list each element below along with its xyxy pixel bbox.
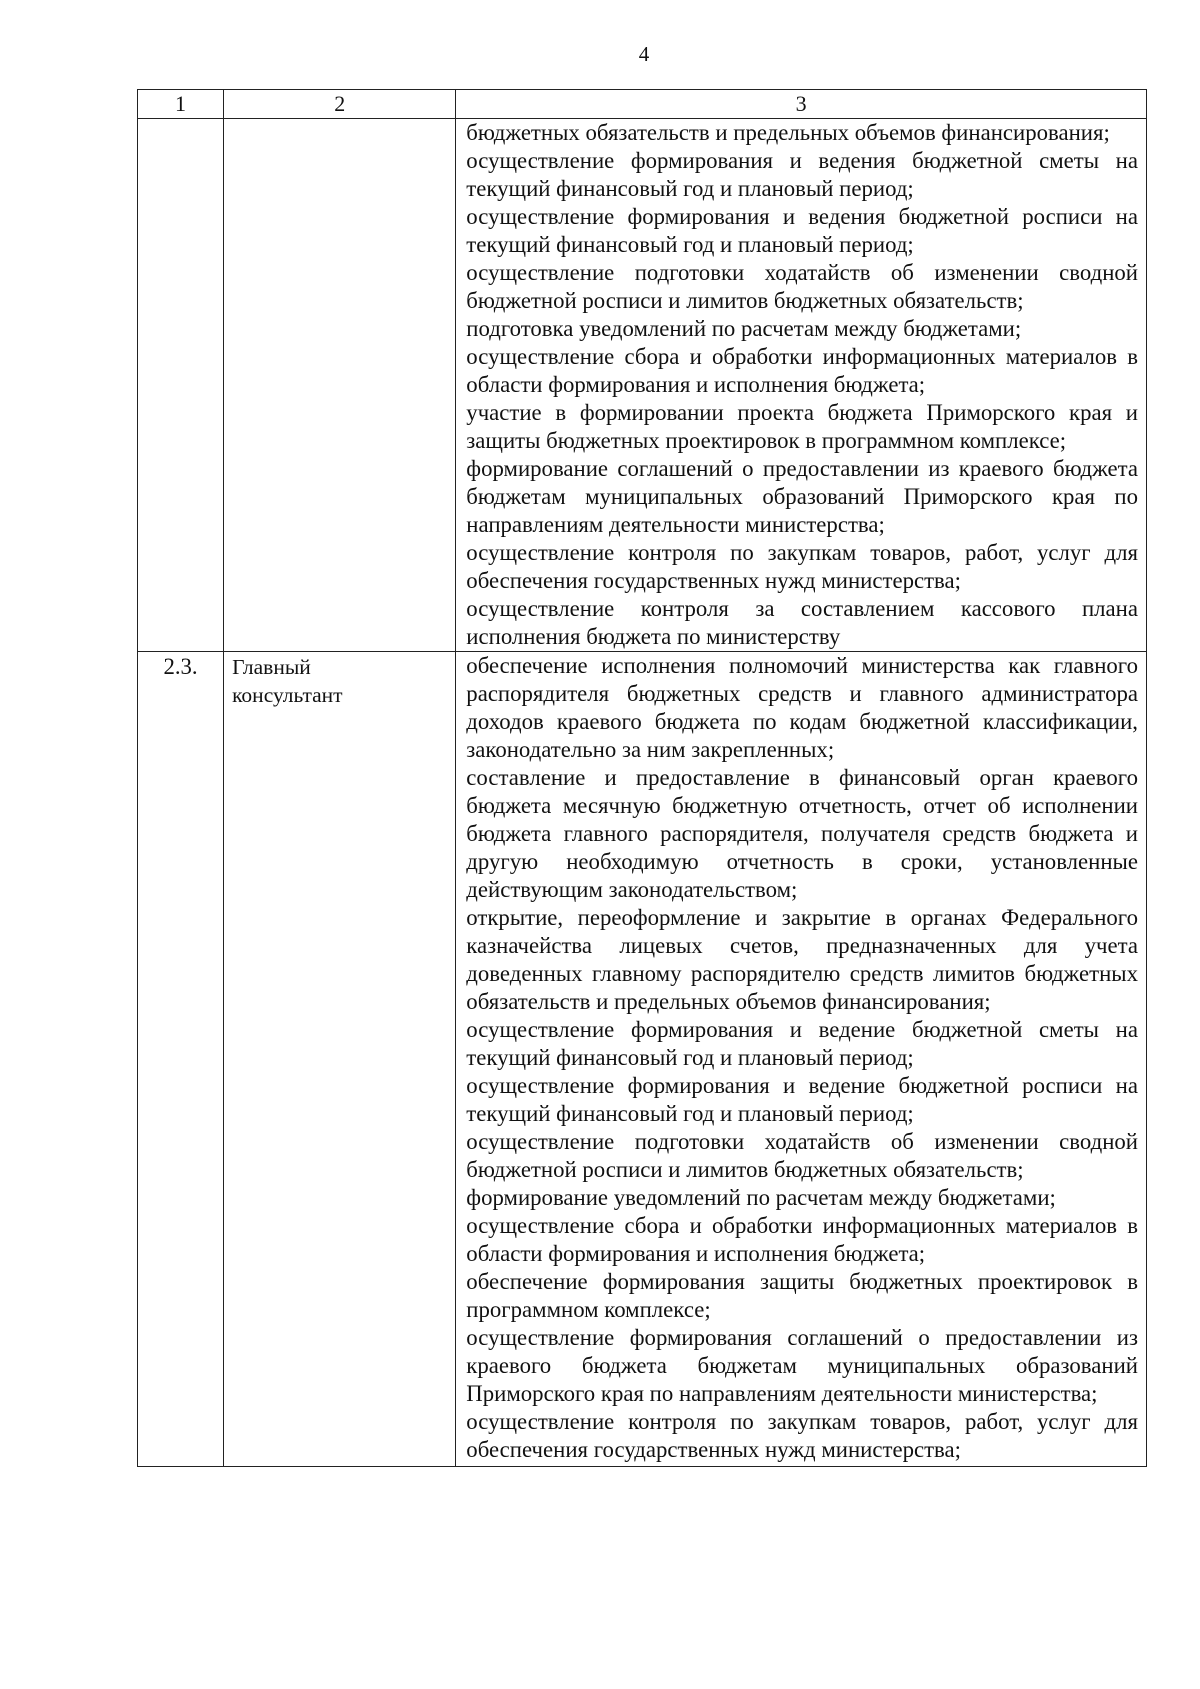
table-row-2-3 <box>138 652 1147 1467</box>
duty-item: осуществление подготовки ходатайств об изменении сводной бюджетной росписи и лимитов бюджетных обязательств; <box>466 260 1138 313</box>
duty-item: осуществление подготовки ходатайств об изменении сводной бюджетной росписи и лимитов бюджетных обязательств; <box>466 1129 1138 1182</box>
duty-item: формирование соглашений о предоставлении из краевого бюджета бюджетам муниципальных образований Приморского края по направлениям деятельности министерства; <box>466 456 1138 537</box>
duty-item: осуществление контроля по закупкам товаров, работ, услуг для обеспечения государственных нужд министерства; <box>466 540 1138 593</box>
cell-bottom-spacer <box>466 1464 1138 1466</box>
duty-item: участие в формировании проекта бюджета Приморского края и защиты бюджетных проектировок в программном комплексе; <box>466 400 1138 453</box>
duty-item: бюджетных обязательств и предельных объемов финансирования; <box>466 120 1110 145</box>
duty-item: формирование уведомлений по расчетам между бюджетами; <box>466 1185 1056 1210</box>
position-line-2: консультант <box>232 683 343 707</box>
header-col-3: 3 <box>456 90 1147 119</box>
duty-item: обеспечение исполнения полномочий министерства как главного распорядителя бюджетных средств и главного администратора доходов краевого бюджета по кодам бюджетной классификации, законодательно за ним закрепленных; <box>466 653 1138 762</box>
position-cell <box>224 652 456 1467</box>
duty-item: осуществление контроля за составлением кассового плана исполнения бюджета по министерству <box>466 596 1138 649</box>
duty-item: осуществление формирования и ведения бюджетной росписи на текущий финансовый год и плановый период; <box>466 204 1138 257</box>
duties-table <box>137 89 1147 1467</box>
duty-item: осуществление формирования и ведения бюджетной сметы на текущий финансовый год и плановый период; <box>466 148 1138 201</box>
header-col-1: 1 <box>138 90 224 119</box>
duty-item: осуществление сбора и обработки информационных материалов в области формирования и исполнения бюджета; <box>466 1213 1138 1266</box>
row-number-cell <box>138 119 224 652</box>
position-line-1: Главный <box>232 655 311 679</box>
table-row-continued <box>138 119 1147 652</box>
duty-item: составление и предоставление в финансовый орган краевого бюджета месячную бюджетную отчетность, отчет об исполнении бюджета главного распорядителя, получателя средств бюджета и другую необходимую отчетность в сроки, установленные действующим законодательством; <box>466 765 1138 902</box>
duty-item: подготовка уведомлений по расчетам между бюджетами; <box>466 316 1022 341</box>
duty-item: осуществление формирования соглашений о предоставлении из краевого бюджета бюджетам муниципальных образований Приморского края по направлениям деятельности министерства; <box>466 1325 1138 1406</box>
duty-item: осуществление контроля по закупкам товаров, работ, услуг для обеспечения государственных нужд министерства; <box>466 1409 1138 1462</box>
duty-item: обеспечение формирования защиты бюджетных проектировок в программном комплексе; <box>466 1269 1138 1322</box>
duty-item: осуществление формирования и ведение бюджетной росписи на текущий финансовый год и плановый период; <box>466 1073 1138 1126</box>
table-header-row <box>138 90 1147 119</box>
duties-cell <box>456 652 1147 1467</box>
page-number: 4 <box>638 42 650 66</box>
duty-item: осуществление сбора и обработки информационных материалов в области формирования и исполнения бюджета; <box>466 344 1138 397</box>
position-cell <box>224 119 456 652</box>
duty-item: открытие, переоформление и закрытие в органах Федерального казначейства лицевых счетов, предназначенных для учета доведенных главному распорядителю средств лимитов бюджетных обязательств и предельных объемов финансирования; <box>466 905 1138 1014</box>
duties-cell <box>456 119 1147 652</box>
duty-item: осуществление формирования и ведение бюджетной сметы на текущий финансовый год и плановый период; <box>466 1017 1138 1070</box>
row-number-cell: 2.3. <box>138 652 224 1467</box>
header-col-2: 2 <box>224 90 456 119</box>
